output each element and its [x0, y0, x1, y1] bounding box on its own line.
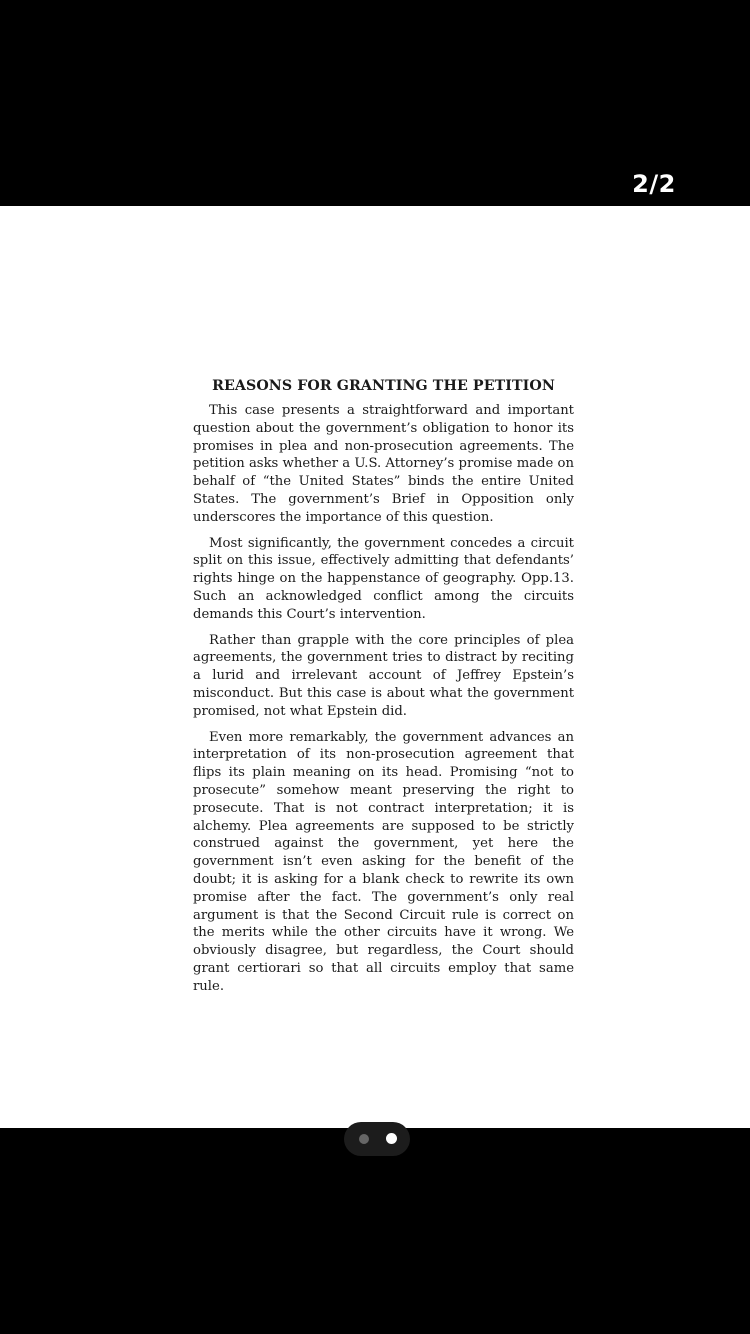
paragraph-2: Most significantly, the government concedes a circuit split on this issue, effectively admitting that defendants’ rights hinge on the happenstance of geography. Opp.13. Such an acknowledged conflict among the circuits demands this Court’s intervention.	[193, 535, 574, 622]
document-heading: REASONS FOR GRANTING THE PETITION	[212, 378, 555, 394]
paragraph-4: Even more remarkably, the government advances an interpretation of its non-prosecution agreement that flips its plain meaning on its head. Promising “not to prosecute” somehow meant preserving the right to prosecute. That is not contract interpretation; it is alchemy. Plea agreements are supposed to be strictly construed against the government, yet here the government isn’t even asking for the benefit of the doubt; it is asking for a blank check to rewrite its own promise after the fact. The government’s only real argument is that the Second Circuit rule is correct on the merits while the other circuits have it wrong. We obviously disagree, but regardless, the Court should grant certiorari so that all circuits employ that same rule.	[193, 729, 574, 994]
page-indicator[interactable]	[344, 1122, 410, 1156]
paragraph-1: This case presents a straightforward and important question about the government’s obligation to honor its promises in plea and non-prosecution agreements. The petition asks whether a U.S. Attorney’s promise made on behalf of “the United States” binds the entire United States. The government’s Brief in Opposition only underscores the importance of this question.	[193, 403, 574, 525]
page-counter: 2/2	[616, 158, 692, 208]
bottom-bar	[0, 1128, 750, 1334]
document-text	[193, 378, 574, 1004]
top-bar	[0, 0, 750, 206]
page-dot-2-active[interactable]	[386, 1133, 397, 1144]
document-image[interactable]	[0, 206, 750, 1128]
page-dot-1[interactable]	[359, 1134, 369, 1144]
paragraph-3: Rather than grapple with the core principles of plea agreements, the government tries to distract by reciting a lurid and irrelevant account of Jeffrey Epstein’s misconduct. But this case is about what the government promised, not what Epstein did.	[193, 632, 574, 719]
